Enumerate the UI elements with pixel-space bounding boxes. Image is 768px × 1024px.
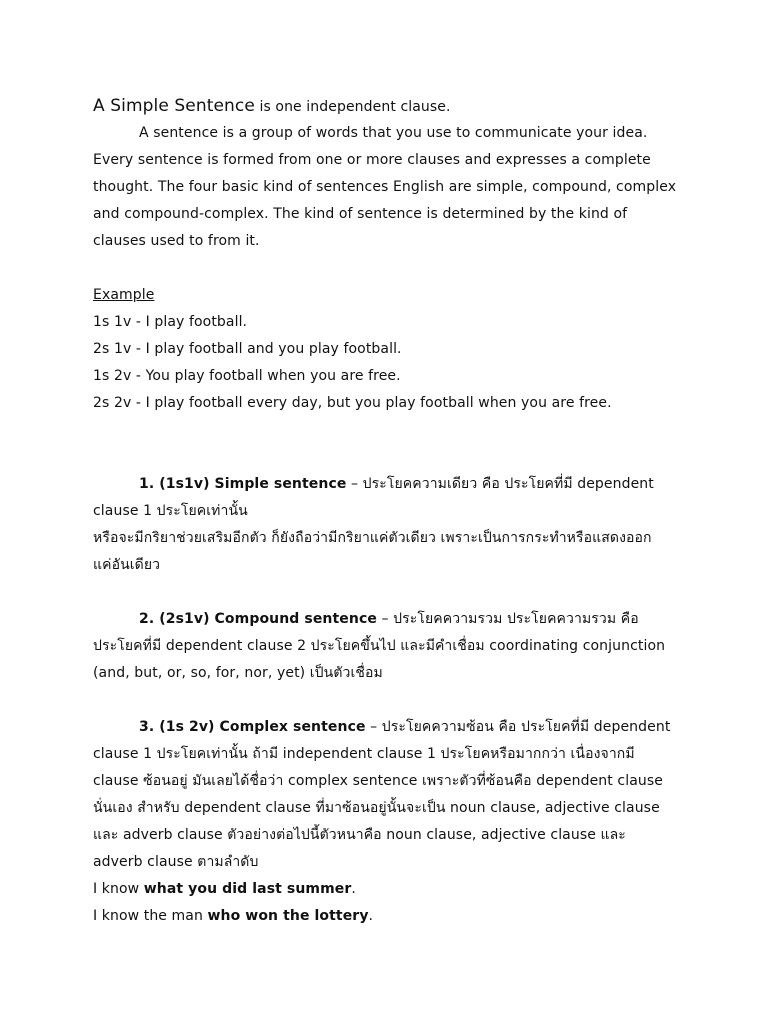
section3-heading: 3. (1s 2v) Complex sentence <box>139 719 366 735</box>
intro-title-line <box>93 93 683 120</box>
section1-heading-rest: – ประโยคความเดียว คือ ประโยคที่มี dependent <box>346 476 654 492</box>
title-rest: is one independent clause. <box>254 99 451 115</box>
section2-line: ประโยคที่มี dependent clause 2 ประโยคขึ้นไป และมีคำเชื่อม coordinating conjunction <box>93 638 666 654</box>
intro-paragraph-line: thought. The four basic kind of sentences English are simple, compound, complex <box>93 179 677 195</box>
document-page <box>93 93 683 930</box>
adjective-clause-example: who won the lottery <box>207 908 369 924</box>
intro-paragraph-line: clauses used to from it. <box>93 233 260 249</box>
example-heading: Example <box>93 287 155 303</box>
section1-line: แค่อันเดียว <box>93 557 161 573</box>
example-punct: . <box>351 881 356 897</box>
example-item: 1s 1v - I play football. <box>93 314 248 330</box>
example-text: I know <box>93 881 144 897</box>
section2-heading: 2. (2s1v) Compound sentence <box>139 611 377 627</box>
example-item: 1s 2v - You play football when you are free. <box>93 368 401 384</box>
section2-line: (and, but, or, so, for, nor, yet) เป็นตัวเชื่อม <box>93 665 383 681</box>
section3-line: clause 1 ประโยคเท่านั้น ถ้ามี independent clause 1 ประโยคหรือมากกว่า เนื่องจากมี <box>93 746 635 762</box>
section3-line: adverb clause ตามลำดับ <box>93 854 259 870</box>
section3-line: และ adverb clause ตัวอย่างต่อไปนี้ตัวหนาคือ noun clause, adjective clause และ <box>93 827 626 843</box>
section1-heading-line <box>93 471 683 498</box>
example-punct: . <box>368 908 374 924</box>
section3-line: นั่นเอง สำหรับ dependent clause ที่มาซ้อนอยู่นั้นจะเป็น noun clause, adjective clause <box>93 800 660 816</box>
intro-paragraph-line: Every sentence is formed from one or more clauses and expresses a complete <box>93 152 651 168</box>
example-item: 2s 1v - I play football and you play football. <box>93 341 402 357</box>
noun-clause-example: what you did last summer <box>143 881 352 897</box>
section1-heading: 1. (1s1v) Simple sentence <box>139 476 347 492</box>
section3-heading-line <box>93 714 683 741</box>
section3-heading-rest: – ประโยคความซ้อน คือ ประโยคที่มี dependent <box>365 719 671 735</box>
section1-line: หรือจะมีกริยาช่วยเสริมอีกตัว ก็ยังถือว่ามีกริยาแค่ตัวเดียว เพราะเป็นการกระทำหรือแสดงออก <box>93 530 652 546</box>
example-text: I know the man <box>93 908 208 924</box>
intro-paragraph-line: and compound-complex. The kind of sentence is determined by the kind of <box>93 206 628 222</box>
intro-paragraph-line: A sentence is a group of words that you use to communicate your idea. <box>139 125 648 141</box>
section1-line: clause 1 ประโยคเท่านั้น <box>93 503 248 519</box>
section3-example-1 <box>93 876 683 903</box>
document-title: A Simple Sentence <box>93 96 255 116</box>
section3-example-2 <box>93 903 683 930</box>
section3-line: clause ซ้อนอยู่ มันเลยได้ชื่อว่า complex sentence เพราะตัวที่ซ้อนคือ dependent clause <box>93 773 663 789</box>
section2-heading-line <box>93 606 683 633</box>
section2-heading-rest: – ประโยคความรวม ประโยคความรวม คือ <box>376 611 639 627</box>
example-heading-line <box>93 282 683 309</box>
example-item: 2s 2v - I play football every day, but you play football when you are free. <box>93 395 612 411</box>
